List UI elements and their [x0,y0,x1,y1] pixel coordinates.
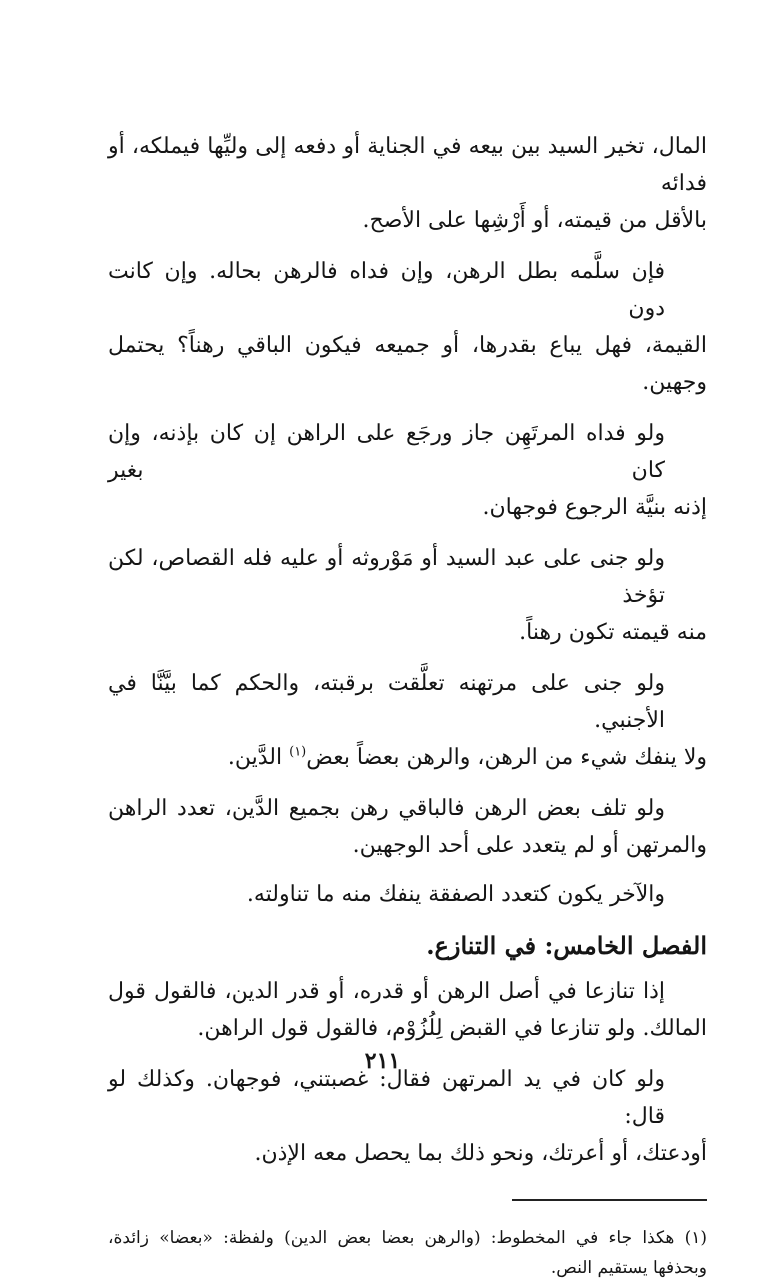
paragraph-text: ولا ينفك شيء من الرهن، والرهن بعضاً بعض [306,745,707,770]
paragraph-1 [108,128,707,239]
paragraph-line: والمرتهن أو لم يتعدد على أحد الوجهين. [352,833,707,858]
paragraph-line: منه قيمته تكون رهناً. [519,620,707,645]
paragraph-line: إذا تنازعا في أصل الرهن أو قدره، أو قدر الدين، فالقول قول [108,979,665,1004]
paragraph-7 [108,876,707,913]
paragraph-line: المال، تخير السيد بين بيعه في الجناية أو دفعه إلى وليِّها فيملكه، أو فدائه [108,134,707,196]
page-body [108,128,707,1278]
section-heading [108,927,707,965]
footnote-line: (١) هكذا جاء في المخطوط: (والرهن بعضا بعض الدين) ولفظة: «بعضا» زائدة، [108,1228,707,1248]
paragraph-2 [108,253,707,401]
paragraph-line: ولو جنى على عبد السيد أو مَوْروثه أو عليه فله القصاص، لكن تؤخذ [108,546,665,608]
paragraph-line: المالك. ولو تنازعا في القبض لِلُزُوْم، فالقول قول الراهن. [197,1016,707,1041]
paragraph-line: القيمة، فهل يباع بقدرها، أو جميعه فيكون الباقي رهناً؟ يحتمل وجهين. [108,333,707,395]
paragraph-line: إذنه بنيَّة الرجوع فوجهان. [482,495,707,520]
paragraph-text: الدَّين. [227,745,290,770]
footnote-marker: (١) [289,744,307,760]
footnote-line: وبحذفها يستقيم النص. [550,1258,707,1278]
paragraph-3 [108,415,707,526]
paragraph-5 [108,665,707,776]
section-heading-title: في التنازع. [426,931,545,960]
paragraph-line: فإن سلَّمه بطل الرهن، وإن فداه فالرهن بحاله. وإن كانت دون [108,259,665,321]
footnote-separator-wrap [108,1172,707,1223]
paragraph-8 [108,973,707,1047]
paragraph-line: ولو كان في يد المرتهن فقال: غصبتني، فوجهان. وكذلك لو قال: [108,1067,665,1129]
footnote-separator [512,1199,707,1201]
paragraph-6 [108,790,707,864]
paragraph-line: ولو فداه المرتَهِن جاز ورجَع على الراهن إن كان بإذنه، وإن كان بغير [108,421,665,483]
page-number: ٢١١ [364,1048,401,1074]
paragraph-4 [108,540,707,651]
paragraph-line: ولو تلف بعض الرهن فالباقي رهن بجميع الدَّين، تعدد الراهن [108,796,665,821]
paragraph-line: أودعتك، أو أعرتك، ونحو ذلك بما يحصل معه الإذن. [254,1141,707,1166]
paragraph-line: والآخر يكون كتعدد الصفقة ينفك منه ما تناولته. [246,882,665,907]
footnote [108,1223,707,1283]
paragraph-line: ولو جنى على مرتهنه تعلَّقت برقبته، والحكم كما بيَّنَّا في الأجنبي. [108,671,665,733]
section-heading-label: الفصل الخامس: [544,931,707,960]
paragraph-line [108,739,707,776]
paragraph-line: بالأقل من قيمته، أو أَرْشِها على الأصح. [362,208,707,233]
paragraph-9 [108,1061,707,1172]
